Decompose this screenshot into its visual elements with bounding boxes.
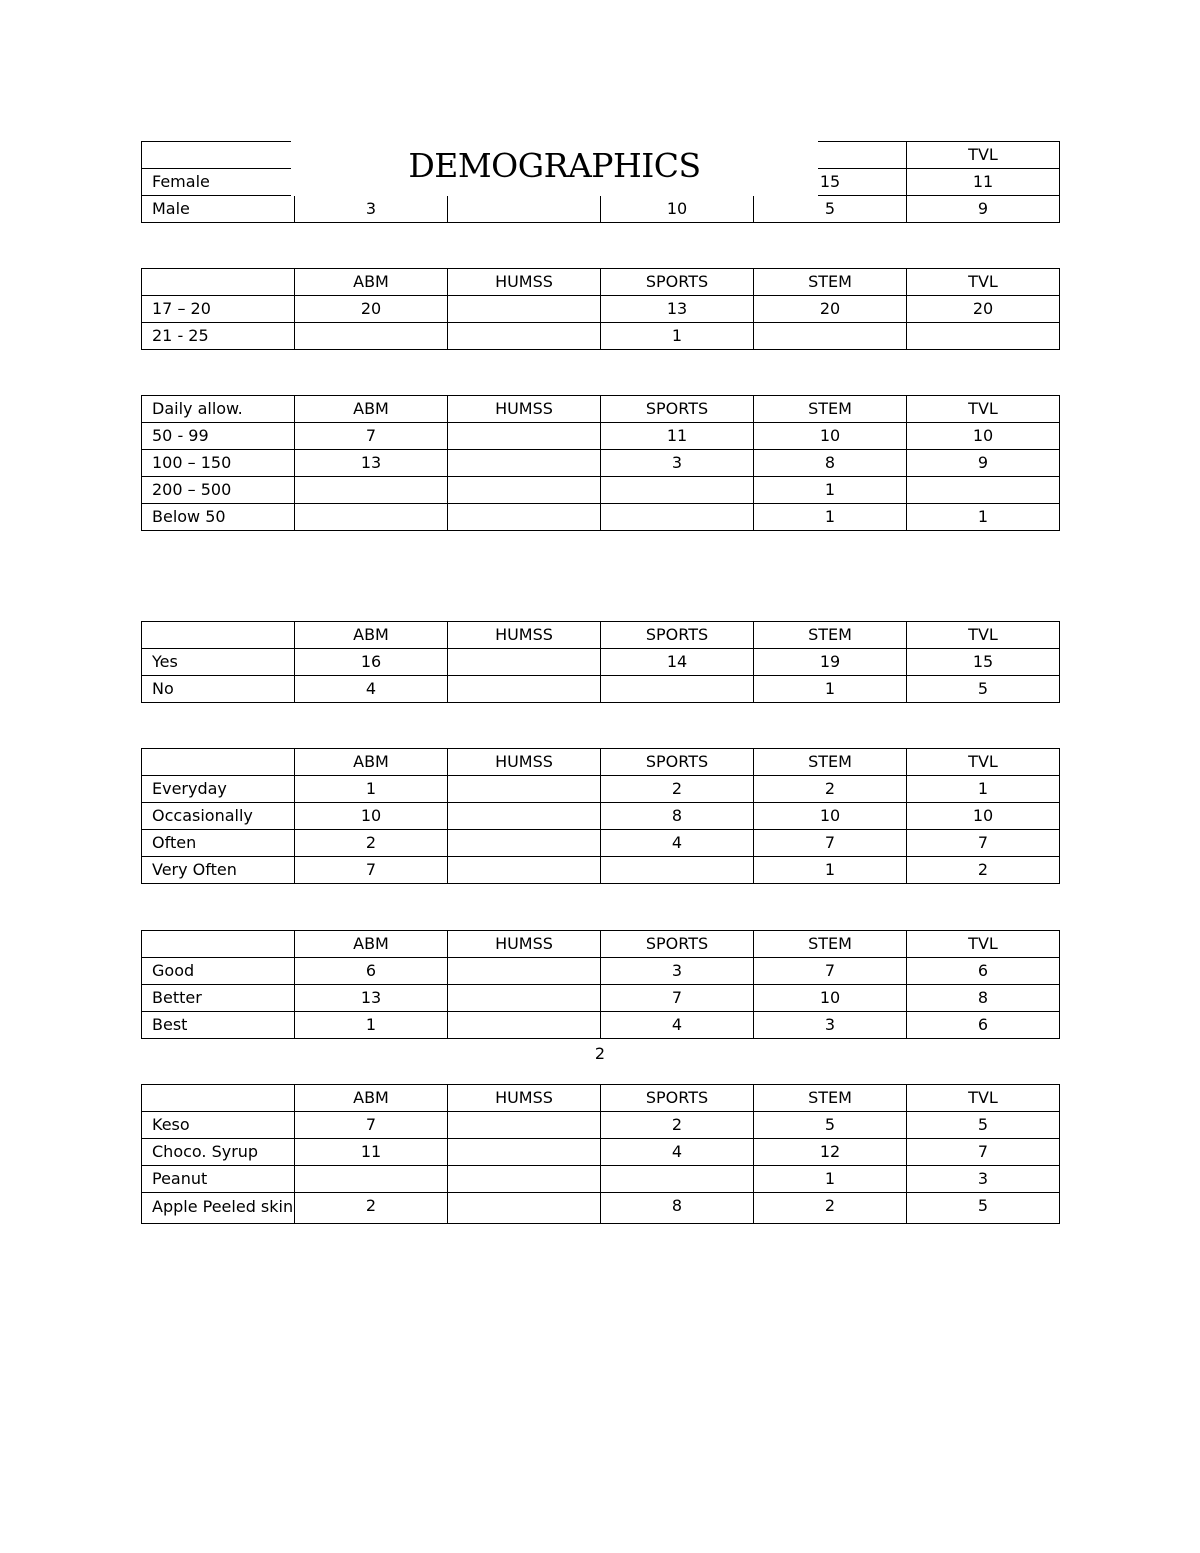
value-cell: ABM bbox=[295, 269, 448, 296]
value-cell: STEM bbox=[754, 269, 907, 296]
value-cell bbox=[448, 423, 601, 450]
table-header-row bbox=[142, 622, 1060, 649]
row-label-cell: 21 - 25 bbox=[142, 323, 295, 350]
value-cell: 1 bbox=[295, 776, 448, 803]
value-cell bbox=[601, 504, 754, 531]
row-label-cell: Daily allow. bbox=[142, 396, 295, 423]
value-cell: SPORTS bbox=[601, 396, 754, 423]
value-cell bbox=[448, 296, 601, 323]
value-cell: 2 bbox=[754, 1193, 907, 1224]
row-label-cell: Female bbox=[142, 169, 295, 196]
value-cell: TVL bbox=[907, 142, 1060, 169]
value-cell: 5 bbox=[907, 1112, 1060, 1139]
value-cell: 13 bbox=[601, 296, 754, 323]
value-cell: 2 bbox=[601, 776, 754, 803]
table-row bbox=[142, 1139, 1060, 1166]
row-label-cell: Often bbox=[142, 830, 295, 857]
value-cell bbox=[754, 323, 907, 350]
value-cell bbox=[448, 1193, 601, 1224]
value-cell bbox=[448, 776, 601, 803]
table-header-row bbox=[142, 931, 1060, 958]
row-label-cell: 200 – 500 bbox=[142, 477, 295, 504]
row-label-cell: Below 50 bbox=[142, 504, 295, 531]
value-cell bbox=[448, 803, 601, 830]
value-cell bbox=[448, 1139, 601, 1166]
value-cell: 1 bbox=[754, 857, 907, 884]
value-cell: 14 bbox=[601, 649, 754, 676]
table-row bbox=[142, 477, 1060, 504]
value-cell: HUMSS bbox=[448, 622, 601, 649]
value-cell: 20 bbox=[907, 296, 1060, 323]
value-cell bbox=[601, 676, 754, 703]
value-cell: 7 bbox=[295, 857, 448, 884]
row-label-cell: Everyday bbox=[142, 776, 295, 803]
row-label-cell: Apple Peeled skin bbox=[142, 1193, 295, 1224]
value-cell: 6 bbox=[907, 958, 1060, 985]
value-cell: SPORTS bbox=[601, 931, 754, 958]
table-row bbox=[142, 423, 1060, 450]
row-label-cell: Best bbox=[142, 1012, 295, 1039]
value-cell bbox=[295, 323, 448, 350]
row-label-cell bbox=[142, 931, 295, 958]
table-row bbox=[142, 857, 1060, 884]
value-cell: 15 bbox=[754, 169, 907, 196]
value-cell bbox=[448, 857, 601, 884]
value-cell: 8 bbox=[754, 450, 907, 477]
value-cell: 12 bbox=[754, 1139, 907, 1166]
frequency-table bbox=[141, 748, 1060, 884]
value-cell: TVL bbox=[907, 749, 1060, 776]
row-label-cell: Yes bbox=[142, 649, 295, 676]
value-cell: 5 bbox=[754, 1112, 907, 1139]
value-cell: 1 bbox=[754, 1166, 907, 1193]
value-cell bbox=[448, 958, 601, 985]
table-header-row bbox=[142, 749, 1060, 776]
value-cell: 19 bbox=[754, 649, 907, 676]
value-cell: 3 bbox=[601, 450, 754, 477]
value-cell bbox=[448, 323, 601, 350]
table-row bbox=[142, 1193, 1060, 1224]
value-cell: 6 bbox=[907, 1012, 1060, 1039]
value-cell: STEM bbox=[754, 749, 907, 776]
value-cell bbox=[448, 504, 601, 531]
value-cell: 10 bbox=[754, 803, 907, 830]
table-row bbox=[142, 958, 1060, 985]
row-label-cell: Occasionally bbox=[142, 803, 295, 830]
row-label-cell: Keso bbox=[142, 1112, 295, 1139]
flavor-table bbox=[141, 1084, 1060, 1224]
value-cell: ABM bbox=[295, 749, 448, 776]
value-cell: 1 bbox=[907, 776, 1060, 803]
value-cell: 10 bbox=[601, 196, 754, 223]
value-cell bbox=[601, 1166, 754, 1193]
value-cell: 11 bbox=[295, 1139, 448, 1166]
value-cell: 10 bbox=[754, 985, 907, 1012]
value-cell: HUMSS bbox=[448, 1085, 601, 1112]
value-cell bbox=[295, 1166, 448, 1193]
value-cell: 7 bbox=[754, 958, 907, 985]
table-header-row bbox=[142, 269, 1060, 296]
value-cell bbox=[448, 477, 601, 504]
value-cell bbox=[295, 477, 448, 504]
table-header-row bbox=[142, 396, 1060, 423]
page-title: DEMOGRAPHICS bbox=[408, 146, 701, 185]
value-cell: 4 bbox=[601, 1139, 754, 1166]
table-header-row bbox=[142, 1085, 1060, 1112]
table-row bbox=[142, 196, 1060, 223]
value-cell: 2 bbox=[907, 857, 1060, 884]
yes-no-table bbox=[141, 621, 1060, 703]
value-cell: 8 bbox=[601, 1193, 754, 1224]
value-cell: 10 bbox=[295, 803, 448, 830]
value-cell: ABM bbox=[295, 622, 448, 649]
value-cell: 1 bbox=[754, 676, 907, 703]
value-cell: 15 bbox=[907, 649, 1060, 676]
value-cell: HUMSS bbox=[448, 931, 601, 958]
value-cell: ABM bbox=[295, 931, 448, 958]
table-row bbox=[142, 450, 1060, 477]
row-label-cell: Peanut bbox=[142, 1166, 295, 1193]
value-cell: HUMSS bbox=[448, 749, 601, 776]
value-cell: TVL bbox=[907, 396, 1060, 423]
value-cell: 8 bbox=[601, 803, 754, 830]
value-cell: 10 bbox=[907, 803, 1060, 830]
row-label-cell bbox=[142, 622, 295, 649]
value-cell bbox=[601, 477, 754, 504]
value-cell: SPORTS bbox=[601, 749, 754, 776]
row-label-cell: Better bbox=[142, 985, 295, 1012]
value-cell: 7 bbox=[754, 830, 907, 857]
value-cell: 7 bbox=[295, 1112, 448, 1139]
value-cell: 5 bbox=[907, 676, 1060, 703]
value-cell bbox=[448, 450, 601, 477]
value-cell: TVL bbox=[907, 622, 1060, 649]
table-row bbox=[142, 1166, 1060, 1193]
value-cell: 11 bbox=[907, 169, 1060, 196]
value-cell bbox=[907, 477, 1060, 504]
value-cell: 1 bbox=[754, 504, 907, 531]
table-row bbox=[142, 803, 1060, 830]
value-cell: TVL bbox=[907, 1085, 1060, 1112]
value-cell: STEM bbox=[754, 622, 907, 649]
value-cell: HUMSS bbox=[448, 269, 601, 296]
value-cell: 3 bbox=[907, 1166, 1060, 1193]
value-cell: 13 bbox=[295, 985, 448, 1012]
value-cell: 1 bbox=[601, 323, 754, 350]
value-cell: 1 bbox=[754, 477, 907, 504]
value-cell: 7 bbox=[907, 830, 1060, 857]
table-row bbox=[142, 676, 1060, 703]
value-cell: ABM bbox=[295, 1085, 448, 1112]
value-cell: 16 bbox=[295, 649, 448, 676]
page-number: 2 bbox=[594, 1044, 606, 1063]
table-row bbox=[142, 830, 1060, 857]
value-cell bbox=[601, 857, 754, 884]
table-row bbox=[142, 649, 1060, 676]
value-cell: 7 bbox=[295, 423, 448, 450]
value-cell: ABM bbox=[295, 396, 448, 423]
value-cell bbox=[448, 1112, 601, 1139]
value-cell bbox=[295, 504, 448, 531]
value-cell bbox=[907, 323, 1060, 350]
row-label-cell: Choco. Syrup bbox=[142, 1139, 295, 1166]
table-row bbox=[142, 504, 1060, 531]
row-label-cell: Male bbox=[142, 196, 295, 223]
row-label-cell bbox=[142, 1085, 295, 1112]
value-cell bbox=[448, 196, 601, 223]
value-cell: TVL bbox=[907, 269, 1060, 296]
value-cell: 4 bbox=[601, 1012, 754, 1039]
value-cell: SPORTS bbox=[601, 269, 754, 296]
value-cell bbox=[448, 649, 601, 676]
value-cell: 4 bbox=[601, 830, 754, 857]
row-label-cell: 100 – 150 bbox=[142, 450, 295, 477]
age-table bbox=[141, 268, 1060, 350]
value-cell bbox=[448, 676, 601, 703]
row-label-cell: 50 - 99 bbox=[142, 423, 295, 450]
value-cell: 3 bbox=[601, 958, 754, 985]
value-cell bbox=[448, 830, 601, 857]
value-cell: 4 bbox=[295, 676, 448, 703]
row-label-cell bbox=[142, 269, 295, 296]
value-cell: 7 bbox=[907, 1139, 1060, 1166]
value-cell: 2 bbox=[295, 830, 448, 857]
row-label-cell: 17 – 20 bbox=[142, 296, 295, 323]
daily-allowance-table bbox=[141, 395, 1060, 531]
value-cell: 13 bbox=[295, 450, 448, 477]
value-cell: SPORTS bbox=[601, 622, 754, 649]
row-label-cell bbox=[142, 142, 295, 169]
value-cell bbox=[448, 985, 601, 1012]
table-row bbox=[142, 323, 1060, 350]
value-cell: SPORTS bbox=[601, 1085, 754, 1112]
value-cell: 7 bbox=[601, 985, 754, 1012]
value-cell: STEM bbox=[754, 396, 907, 423]
table-row bbox=[142, 1012, 1060, 1039]
value-cell: TVL bbox=[907, 931, 1060, 958]
row-label-cell bbox=[142, 749, 295, 776]
value-cell: 2 bbox=[295, 1193, 448, 1224]
value-cell: 3 bbox=[295, 196, 448, 223]
value-cell: HUMSS bbox=[448, 396, 601, 423]
value-cell: 2 bbox=[754, 776, 907, 803]
table-row bbox=[142, 776, 1060, 803]
row-label-cell: No bbox=[142, 676, 295, 703]
value-cell: STEM bbox=[754, 931, 907, 958]
value-cell: STEM bbox=[754, 1085, 907, 1112]
value-cell: 5 bbox=[907, 1193, 1060, 1224]
value-cell: 3 bbox=[754, 1012, 907, 1039]
value-cell: 20 bbox=[295, 296, 448, 323]
value-cell bbox=[448, 1012, 601, 1039]
rating-table bbox=[141, 930, 1060, 1039]
value-cell: 6 bbox=[295, 958, 448, 985]
value-cell: 9 bbox=[907, 196, 1060, 223]
value-cell: 10 bbox=[907, 423, 1060, 450]
row-label-cell: Very Often bbox=[142, 857, 295, 884]
value-cell: 2 bbox=[601, 1112, 754, 1139]
table-row bbox=[142, 1112, 1060, 1139]
row-label-cell: Good bbox=[142, 958, 295, 985]
value-cell: 5 bbox=[754, 196, 907, 223]
value-cell: 1 bbox=[907, 504, 1060, 531]
value-cell: 10 bbox=[754, 423, 907, 450]
value-cell: 9 bbox=[907, 450, 1060, 477]
table-row bbox=[142, 296, 1060, 323]
value-cell bbox=[448, 1166, 601, 1193]
table-row bbox=[142, 985, 1060, 1012]
value-cell: 8 bbox=[907, 985, 1060, 1012]
value-cell: 11 bbox=[601, 423, 754, 450]
value-cell: 20 bbox=[754, 296, 907, 323]
value-cell: 1 bbox=[295, 1012, 448, 1039]
